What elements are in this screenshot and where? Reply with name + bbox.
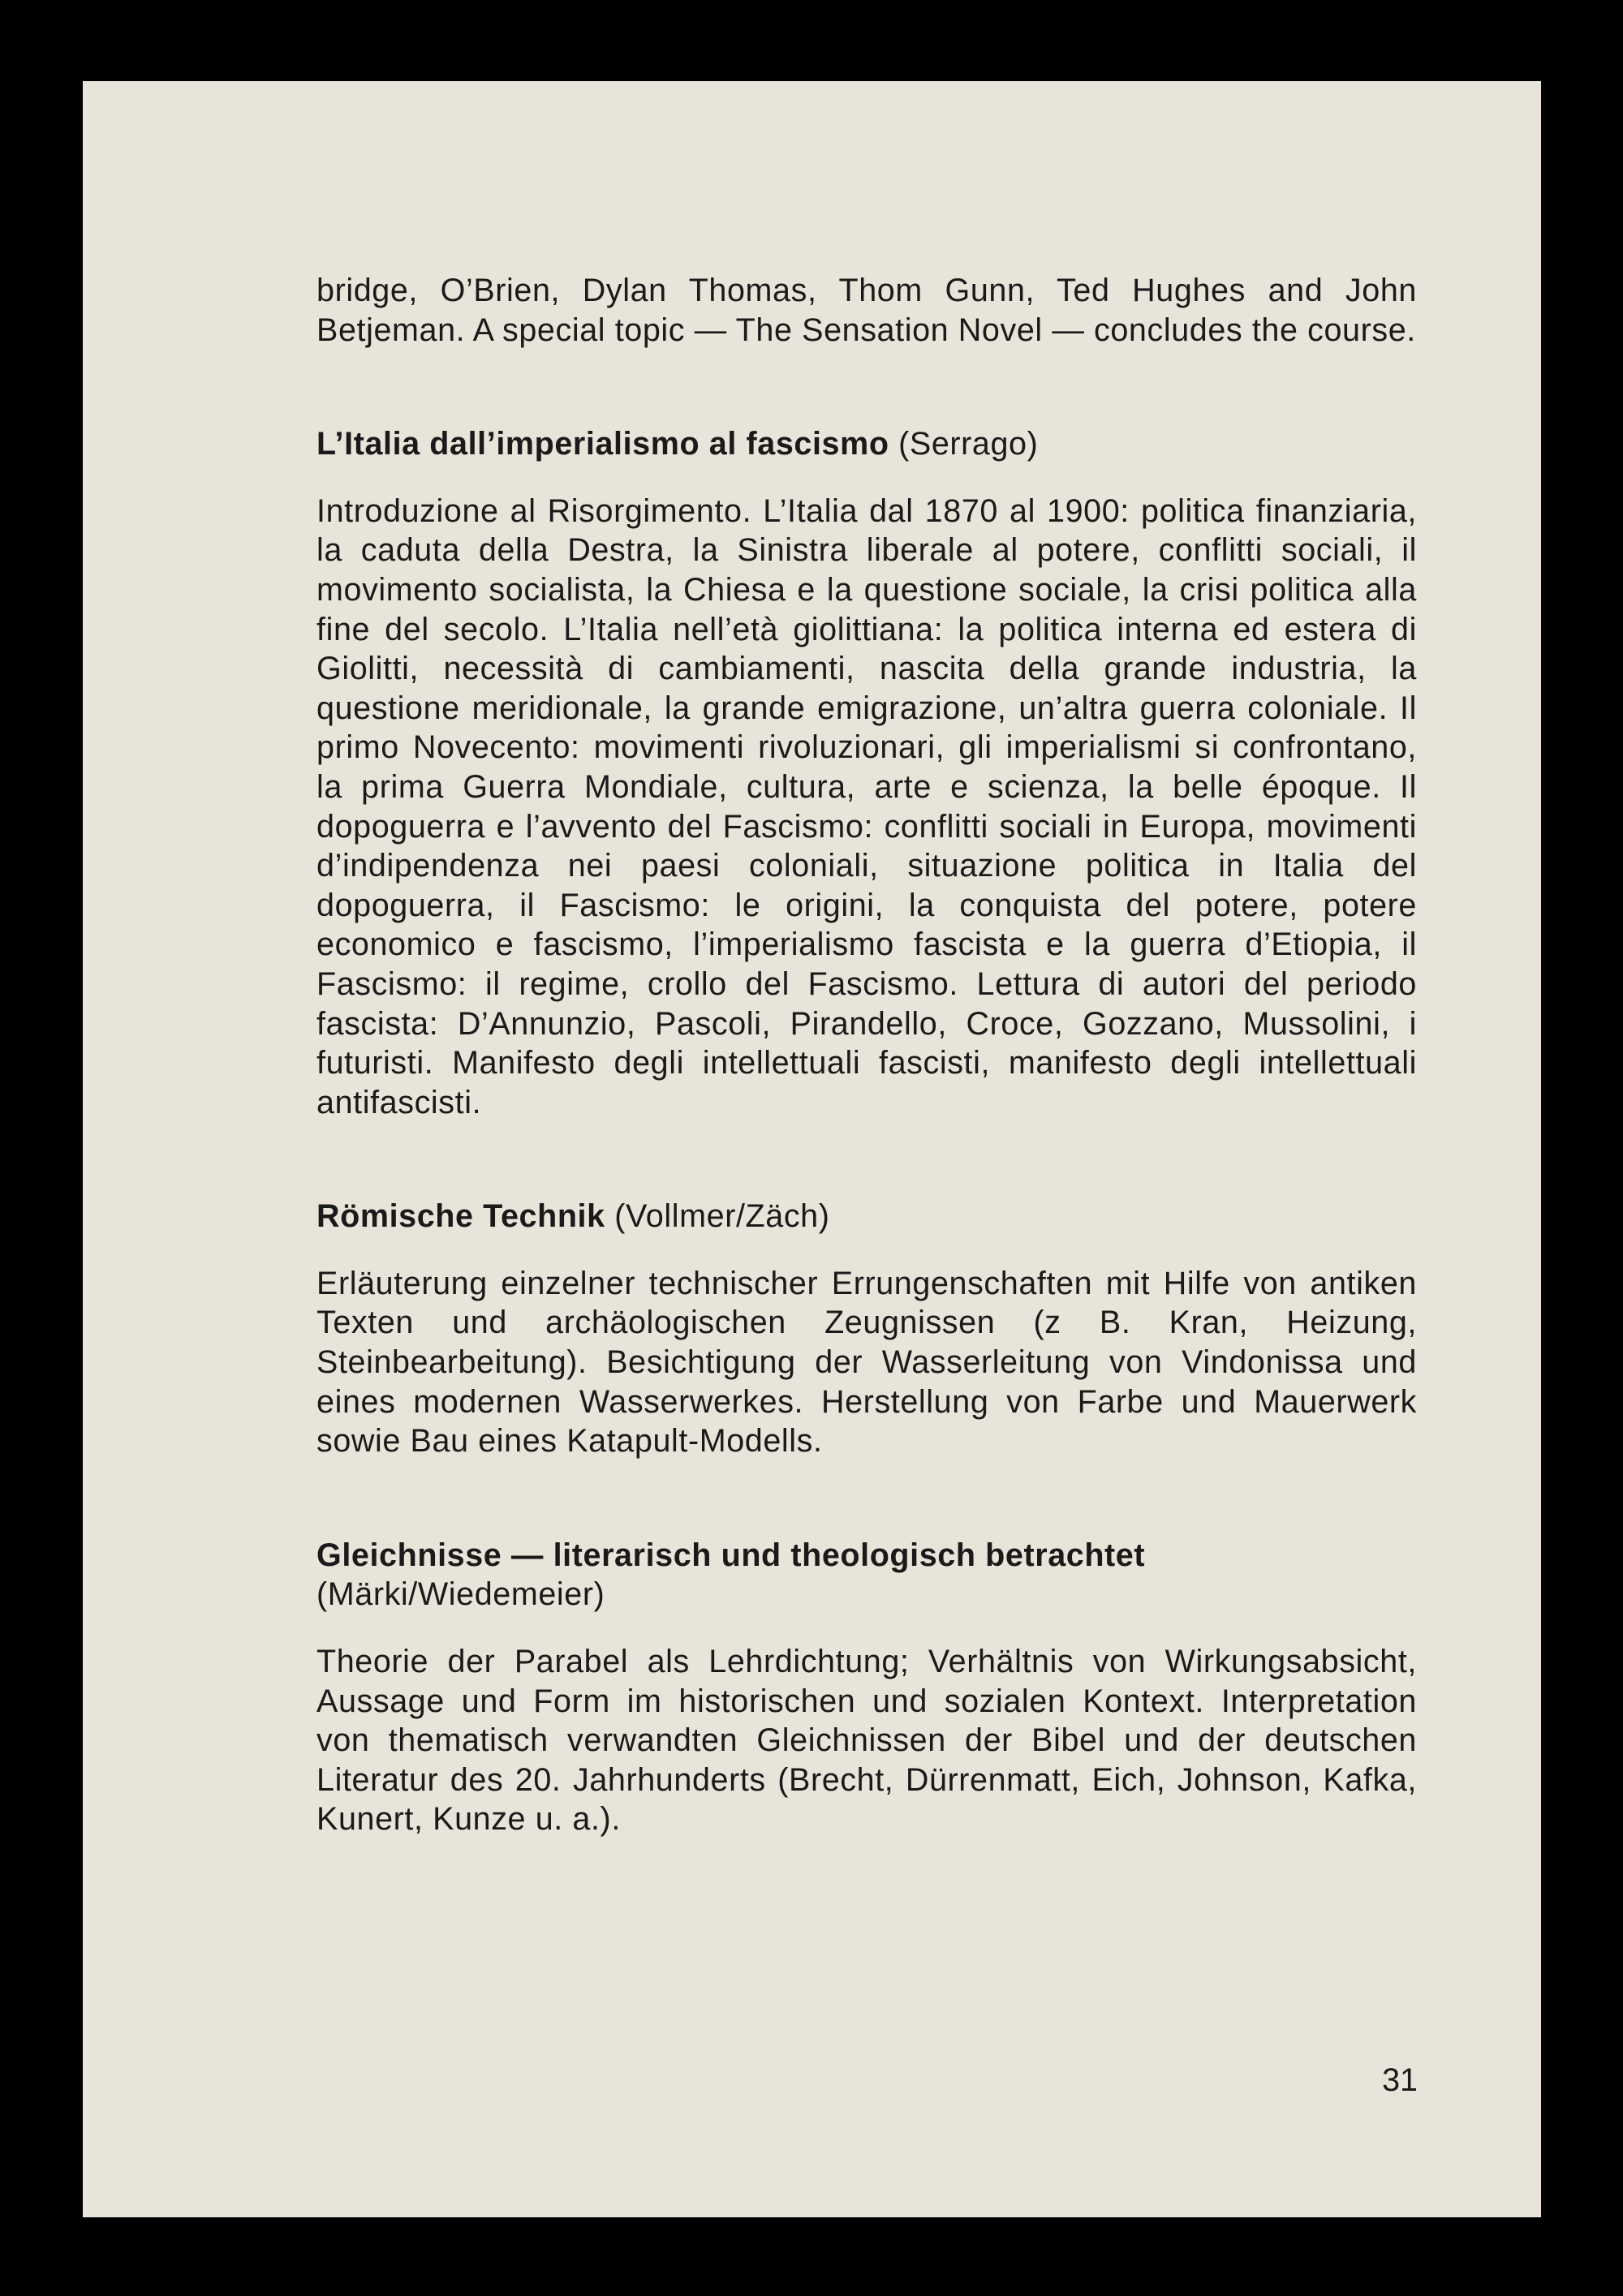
section-title: L’Italia dall’imperialismo al fascismo [316,426,889,462]
section-heading [316,1536,1417,1576]
section-body: Theorie der Parabel als Lehrdichtung; Verhältnis von Wirkungsabsicht, Aussage und Form im historischen und sozialen Kontext. Interpretation von thematisch verwandten Gleichnissen der Bibel und der deutschen Literatur des 20. Jahrhunderts (Brecht, Dürrenmatt, Eich, Johnson, Kafka, Kunert, Kunze u. a.). [316,1644,1417,1838]
section-body: Erläuterung einzelner technischer Errungenschaften mit Hilfe von antiken Texten und archäologischen Zeugnissen (z B. Kran, Heizung, Steinbearbeitung). Besichtigung der Wasserleitung von Vindonissa und eines modernen Wasserwerkes. Herstellung von Farbe und Mauerwerk sowie Bau eines Katapult-Modells. [316,1265,1417,1460]
section-heading [316,1197,1417,1236]
section-roemische-technik [316,1197,1417,1461]
intro-paragraph: bridge, O’Brien, Dylan Thomas, Thom Gunn, Ted Hughes and John Betjeman. A special topic — The Sensation Novel — concludes the course. [316,273,1417,348]
section-body: Introduzione al Risorgimento. L’Italia dal 1870 al 1900: politica finanziaria, la caduta della Destra, la Sinistra liberale al potere, conflitti sociali, il movimento socialista, la Chiesa e la questione sociale, la crisi politica alla fine del secolo. L’Italia nell’età giolittiana: la politica interna ed estera di Giolitti, necessità di cambiamenti, nascita della grande industria, la questione meridionale, la grande emigrazione, un’altra guerra coloniale. Il primo Novecento: movimenti rivoluzionari, gli imperialismi si confrontano, la prima Guerra Mondiale, cultura, arte e scienza, la belle époque. Il dopoguerra e l’avvento del Fascismo: conflitti sociali in Europa, movimenti d’indipendenza nei paesi coloniali, situazione politica in Italia del dopoguerra, il Fascismo: le origini, la conquista del potere, potere economico e fascismo, l’imperialismo fascista e la guerra d’Etiopia, il Fascismo: il regime, crollo del Fascismo. Lettura di autori del periodo fascista: D’Annunzio, Pascoli, Pirandello, Croce, Gozzano, Mussolini, i futuristi. Manifesto degli intellettuali fascisti, manifesto degli intellettuali antifascisti. [316,492,1417,1120]
section-authors: (Märki/Wiedemeier) [316,1576,605,1613]
section-gleichnisse [316,1536,1417,1839]
section-authors: (Serrago) [889,426,1039,462]
text-column [316,271,1417,1914]
section-title: Gleichnisse — literarisch und theologisch betrachtet [316,1537,1146,1573]
section-heading [316,424,1417,464]
section-authors-line [316,1575,1417,1615]
section-italia [316,424,1417,1122]
section-authors: (Vollmer/Zäch) [605,1198,830,1235]
page-number: 31 [1382,2062,1418,2098]
section-title: Römische Technik [316,1198,605,1235]
